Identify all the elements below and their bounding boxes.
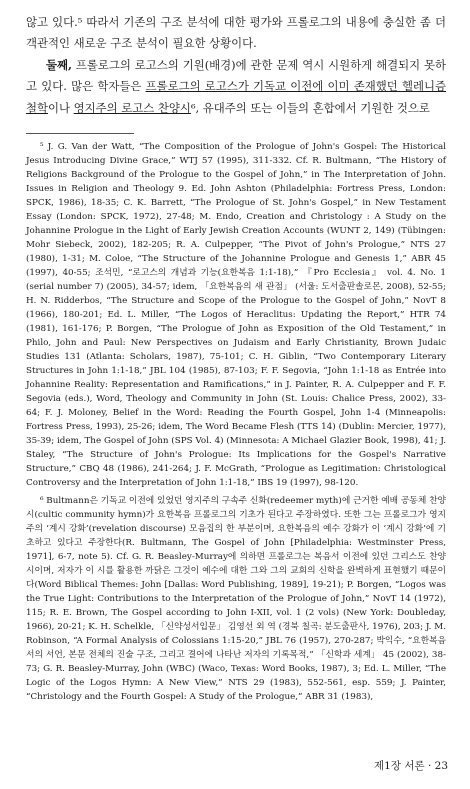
paragraph-2-underline-1: 프롤로그의 로고스가 기독교 이전에 이미 존재했던 헬레니즘 철학: [26, 79, 447, 115]
paragraph-1: 않고 있다.⁵ 따라서 기존의 구조 분석에 대한 평가와 프롤로그의 내용에 충실한 좀 더 객관적인 새로운 구조 분석이 필요한 상황이다.: [26, 15, 446, 51]
paragraph-2-text-b: 이나: [48, 100, 74, 115]
footnote-5: ⁵ J. G. Van der Watt, “The Composition of the Prologue of John's Gospel: The Historical Jesus Introducing Divine Grace,” WTJ 57 (1995), 311-332. Cf. R. Bultmann, “The History of Religions Background of the Prologue to the Gospel of John,” in The Interpretation of John. Issues in Religion and Theology 9. Ed. John Ashton (Philadelphia: Fortress Press, London: SPCK, 1986), 18-35; C. K. Barrett, “The Prologue of St. John's Gospel,” in New Testament Essay (London: SPCK, 1972), 27-48; M. Endo, Creation and Christology : A Study on the Johannine Prologue in the Light of Early Jewish Creation Accounts (WUNT 2, 149) (Tübingen: Mohr Siebeck, 2002), 182-205; R. A. Culpepper, “The Pivot of John's Prologue,” NTS 27 (1980), 1-31; M. Coloe, “The Structure of the Johannine Prologue and Genesis 1,” ABR 45 (1997), 40-55; 조석민, “로고스의 개념과 기능(요한복음 1:1-18),” 『Pro Ecclesia』 vol. 4. No. 1 (serial number 7) (2005), 34-57; idem, 「요한복음의 새 관점」 (서울: 도서출판솔로몬, 2008), 52-55; H. N. Ridderbos, “The Structure and Scope of the Prologue to the Gospel of John,” NovT 8 (1966), 180-201; Ed. L. Miller, “The Logos of Heraclitus: Updating the Report,” HTR 74 (1981), 161-176; P. Borgen, “The Prologue of John as Exposition of the Old Testament,” in Philo, John and Paul: New Perspectives on Judaism and Early Christianity, Brown Judaic Studies 131 (Atlanta: Scholars, 1987), 75-101; C. H. Giblin, “Two Contemporary Literary Structures in John 1:1-18,” JBL 104 (1985), 87-103; F. F. Segovia, “John 1:1-18 as Entrée into Johannine Reality: Representation and Ramifications,” in J. Painter, R. A. Culpepper and F. F. Segovia (eds.), Word, Theology and Community in John (St. Louis: Chalice Press, 2002), 33-64; F. J. Moloney, Belief in the Word: Reading the Fourth Gospel, John 1-4 (Minneapolis: Fortress Press, 1993), 25-26; idem, The Word Became Flesh (TTS 14) (Dublin: Mercier, 1977), 35-39; idem, The Gospel of John (SPS Vol. 4) (Minnesota: A Michael Glazier Book, 1998), 41; J. Staley, “The Structure of John's Prologue: Its Implications for the Gospel's Narrative Structure,” CBQ 48 (1986), 241-264; J. F. McGrath, “Prologue as Legitimation: Christological Controversy and the Interpretation of John 1:1-18,” IBS 19 (1997), 98-120.: [26, 142, 446, 489]
footnote-divider: [26, 133, 134, 134]
footnotes: [26, 140, 446, 704]
page-folio: 제1장 서론 · 23: [374, 760, 448, 772]
paragraph-2-lead: 둘째,: [46, 57, 72, 72]
paragraph-2-text-a: 프롤로그의 로고스의 기원(배경)에 관한 문제 역시 시원하게 해결되지 못하고 있다. 많은 학자들은: [26, 57, 446, 94]
paragraph-2-underline-2: 영지주의 로고스 찬양시: [73, 100, 191, 115]
main-text: [26, 12, 446, 119]
paragraph-2-text-c: ⁶, 유대주의 또는 이들의 혼합에서 기원한 것으로: [190, 100, 430, 115]
paragraph-2: [26, 55, 446, 119]
footnote-6: ⁶ Bultmann은 기독교 이전에 있었던 영지주의 구속주 신화(redeemer myth)에 근거한 예배 공동체 찬양시(cultic community hymn)가 요한복음 프롤로그의 기초가 된다고 주장하였다. 또한 그는 프롤로그가 영지주의 ‘계시 강화’(revelation discourse) 모음집의 한 부분이며, 요한복음의 예수 강화가 이 ‘계시 강화’에 기초하고 있다고 주장한다(R. Bultmann, The Gospel of John [Philadelphia: Westminster Press, 1971], 6-7, note 5). Cf. G. R. Beasley-Murray에 의하면 프롤로그는 복음서 이전에 있던 그리스도 찬양시이며, 저자가 이 시를 활용한 까닭은 그것이 예수에 대한 그와 그의 교회의 신학을 완벽하게 표현했기 때문이다(Word Biblical Themes: John [Dallas: Word Publishing, 1989], 19-21); P. Borgen, “Logos was the True Light: Contributions to the Interpretation of the Prologue of John,” NovT 14 (1972), 115; R. E. Brown, The Gospel according to John I-XII, vol. 1 (2 vols) (New York: Doubleday, 1966), 20-21; K. H. Schelkle, 「신약성서입문」 김영선 외 역 (경북 칠곡: 분도출판사, 1976), 203; J. M. Robinson, “A Formal Analysis of Colossians 1:15-20,” JBL 76 (1957), 270-287; 박익수, “요한복음서의 서언, 본문 전체의 진술 구조, 그리고 결어에 나타난 저자의 기록목적,” 「신학과 세계」 45 (2002), 38-73; G. R. Beasley-Murray, John (WBC) (Waco, Texas: Word Books, 1987), 3; Ed. L. Miller, “The Logic of the Logos Hymn: A New View,” NTS 29 (1983), 552-561, esp. 559; J. Painter, “Christology and the Fourth Gospel: A Study of the Prologue,” ABR 31 (1983),: [26, 496, 446, 703]
